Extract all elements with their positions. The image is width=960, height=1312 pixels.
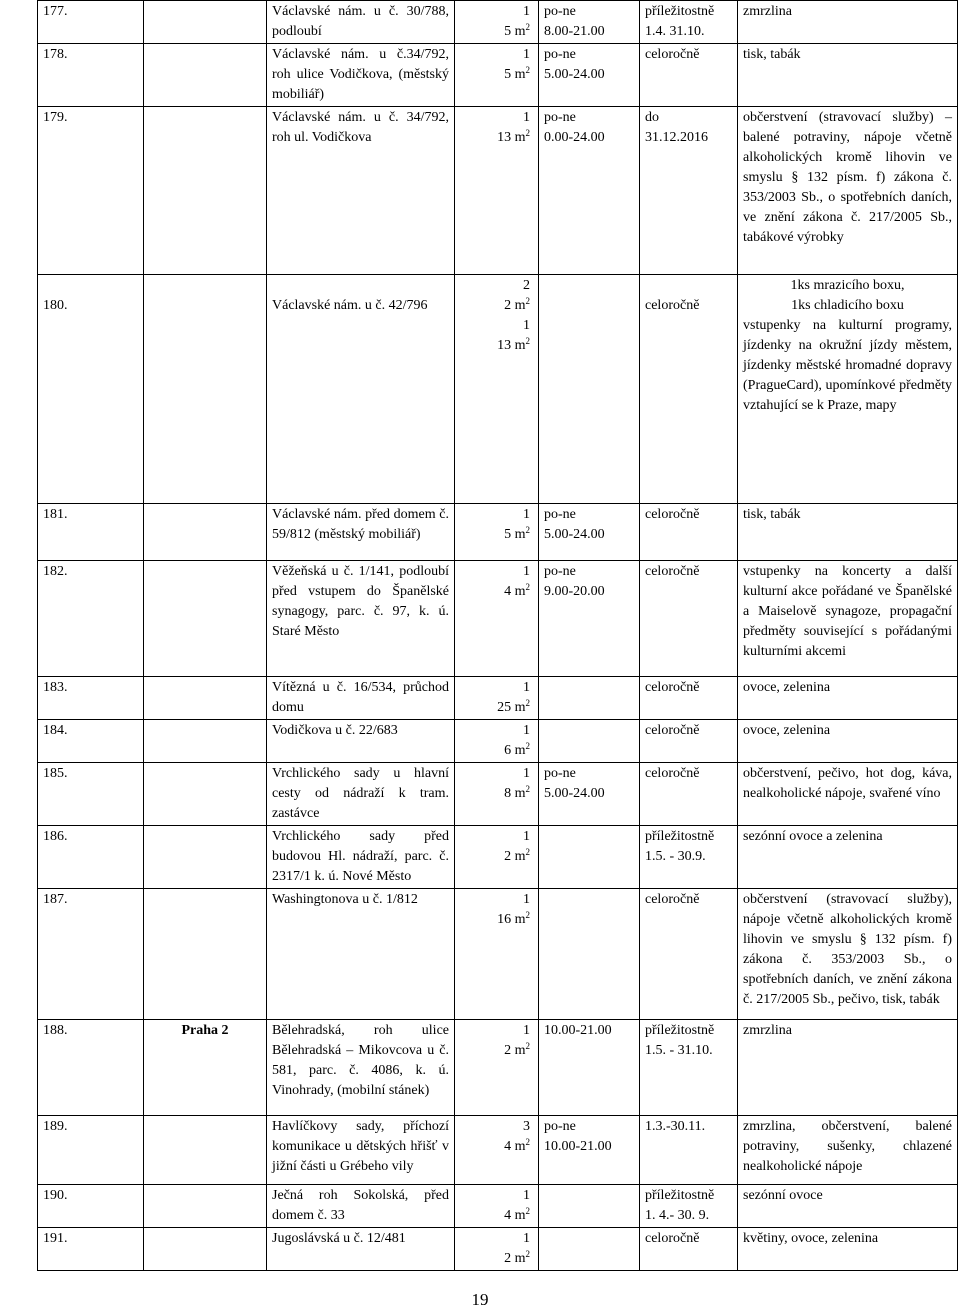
- period-cell: celoročně: [640, 889, 738, 1020]
- hours-cell: po-ne 5.00-24.00: [539, 504, 640, 561]
- district-cell: [144, 1, 267, 44]
- goods-cell: občerstvení (stravovací služby) – balené potraviny, nápoje včetně alkoholických kromě lihovin ve smyslu § 132 písm. f) zákona č. 353/2003 Sb., o spotřebních daních, ve znění zákona č. 217/2005 Sb., tabákové výrobky: [738, 107, 958, 275]
- area-cell: 1 13 $m^2$: [455, 107, 539, 275]
- district-cell: [144, 561, 267, 677]
- goods-cell: zmrzlina, občerstvení, balené potraviny, sušenky, chlazené nealkoholické nápoje: [738, 1116, 958, 1185]
- goods-cell: zmrzlina: [738, 1020, 958, 1116]
- area-cell: 1 2 $m^2$: [455, 1020, 539, 1116]
- period-cell: do 31.12.2016: [640, 107, 738, 275]
- hours-cell: po-ne 5.00-24.00: [539, 763, 640, 826]
- period-cell: celoročně: [640, 44, 738, 107]
- table-row: [38, 1, 958, 44]
- district-cell: [144, 826, 267, 889]
- area-cell: 1 5 $m^2$: [455, 1, 539, 44]
- table-row: [38, 275, 958, 504]
- row-number: 187.: [38, 889, 144, 1020]
- district-cell: [144, 1116, 267, 1185]
- row-number: 182.: [38, 561, 144, 677]
- location-cell: Havlíčkovy sady, příchozí komunikace u dětských hřišť v jižní části u Grébeho vily: [267, 1116, 455, 1185]
- hours-cell: po-ne 10.00-21.00: [539, 1116, 640, 1185]
- location-cell: Vítězná u č. 16/534, průchod domu: [267, 677, 455, 720]
- goods-cell: občerstvení, pečivo, hot dog, káva, nealkoholické nápoje, svařené víno: [738, 763, 958, 826]
- row-number: 181.: [38, 504, 144, 561]
- row-number: 183.: [38, 677, 144, 720]
- district-cell: [144, 1228, 267, 1271]
- stands-table: [37, 0, 958, 1271]
- row-number: 179.: [38, 107, 144, 275]
- area-cell: 1 4 $m^2$: [455, 1185, 539, 1228]
- goods-cell: sezónní ovoce: [738, 1185, 958, 1228]
- location-cell: Washingtonova u č. 1/812: [267, 889, 455, 1020]
- goods-cell: vstupenky na koncerty a další kulturní akce pořádané ve Španělské a Maiselově synagoze, propagační předměty související s pořádanými kulturními akcemi: [738, 561, 958, 677]
- area-cell: 2 2 $m^2$ 1 13 $m^2$: [455, 275, 539, 504]
- goods-cell: ovoce, zelenina: [738, 677, 958, 720]
- goods-cell: občerstvení (stravovací služby), nápoje včetně alkoholických kromě lihovin ve smyslu § 132 písm. f) zákona č. 353/2003 Sb., o spotřebních daních, ve znění zákona č. 217/2005 Sb., pečivo, tisk, tabák: [738, 889, 958, 1020]
- period-cell: příležitostně 1.4. 31.10.: [640, 1, 738, 44]
- hours-cell: [539, 677, 640, 720]
- area-cell: 1 16 $m^2$: [455, 889, 539, 1020]
- location-cell: Václavské nám. u č. 34/792, roh ul. Vodičkova: [267, 107, 455, 275]
- district-cell: [144, 44, 267, 107]
- table-row: [38, 826, 958, 889]
- area-cell: 1 5 $m^2$: [455, 504, 539, 561]
- district-cell: [144, 504, 267, 561]
- district-cell: [144, 1020, 267, 1116]
- table-row: [38, 763, 958, 826]
- district-label: Praha 2: [181, 1023, 229, 1038]
- district-cell: [144, 677, 267, 720]
- area-cell: 1 25 $m^2$: [455, 677, 539, 720]
- area-cell: 1 5 $m^2$: [455, 44, 539, 107]
- table-row: [38, 1116, 958, 1185]
- location-cell: Vrchlického sady u hlavní cesty od nádraží k tram. zastávce: [267, 763, 455, 826]
- district-cell: [144, 720, 267, 763]
- period-cell: 1.3.-30.11.: [640, 1116, 738, 1185]
- district-cell: [144, 763, 267, 826]
- row-number: 190.: [38, 1185, 144, 1228]
- period-cell: celoročně: [640, 561, 738, 677]
- area-cell: 1 2 $m^2$: [455, 1228, 539, 1271]
- goods-cell: ovoce, zelenina: [738, 720, 958, 763]
- row-number: 186.: [38, 826, 144, 889]
- table-row: [38, 1020, 958, 1116]
- district-cell: [144, 1185, 267, 1228]
- hours-cell: [539, 1185, 640, 1228]
- goods-cell: tisk, tabák: [738, 504, 958, 561]
- table-row: [38, 561, 958, 677]
- row-number: 189.: [38, 1116, 144, 1185]
- hours-cell: [539, 1228, 640, 1271]
- table-row: [38, 107, 958, 275]
- period-cell: celoročně: [640, 1228, 738, 1271]
- location-cell: Václavské nám. u č. 42/796: [267, 275, 455, 504]
- table-row: [38, 677, 958, 720]
- period-cell: celoročně: [640, 763, 738, 826]
- hours-cell: po-ne 5.00-24.00: [539, 44, 640, 107]
- goods-cell: zmrzlina: [738, 1, 958, 44]
- location-cell: Bělehradská, roh ulice Bělehradská – Mikovcova u č. 581, parc. č. 4086, k. ú. Vinohrady, (mobilní stánek): [267, 1020, 455, 1116]
- row-number: 177.: [38, 1, 144, 44]
- hours-cell: 10.00-21.00: [539, 1020, 640, 1116]
- district-cell: [144, 107, 267, 275]
- hours-cell: po-ne 8.00-21.00: [539, 1, 640, 44]
- table-row: [38, 44, 958, 107]
- district-cell: [144, 275, 267, 504]
- table-row: [38, 889, 958, 1020]
- period-cell: celoročně: [640, 275, 738, 504]
- location-cell: Ječná roh Sokolská, před domem č. 33: [267, 1185, 455, 1228]
- period-cell: celoročně: [640, 677, 738, 720]
- goods-cell: květiny, ovoce, zelenina: [738, 1228, 958, 1271]
- area-cell: 1 4 $m^2$: [455, 561, 539, 677]
- area-cell: 3 4 $m^2$: [455, 1116, 539, 1185]
- location-cell: Jugoslávská u č. 12/481: [267, 1228, 455, 1271]
- location-cell: Václavské nám. u č. 30/788, podloubí: [267, 1, 455, 44]
- period-cell: celoročně: [640, 720, 738, 763]
- row-number: 185.: [38, 763, 144, 826]
- page-number: 19: [471, 1290, 489, 1309]
- goods-cell: tisk, tabák: [738, 44, 958, 107]
- table-row: [38, 1185, 958, 1228]
- table-row: [38, 720, 958, 763]
- row-number: 180.: [38, 275, 144, 504]
- goods-cell: 1ks mrazicího boxu, 1ks chladicího boxu vstupenky na kulturní programy, jízdenky na okružní jízdy městem, jízdenky městské hromadné dopravy (PragueCard), upomínkové předměty vztahující se k Praze, mapy: [738, 275, 958, 504]
- hours-cell: [539, 720, 640, 763]
- location-cell: Václavské nám. před domem č. 59/812 (městský mobiliář): [267, 504, 455, 561]
- location-cell: Věžeňská u č. 1/141, podloubí před vstupem do Španělské synagogy, parc. č. 97, k. ú. Staré Město: [267, 561, 455, 677]
- hours-cell: po-ne 0.00-24.00: [539, 107, 640, 275]
- location-cell: Vrchlického sady před budovou Hl. nádraží, parc. č. 2317/1 k. ú. Nové Město: [267, 826, 455, 889]
- location-cell: Václavské nám. u č.34/792, roh ulice Vodičkova, (městský mobiliář): [267, 44, 455, 107]
- hours-cell: [539, 826, 640, 889]
- hours-cell: po-ne 9.00-20.00: [539, 561, 640, 677]
- row-number: 188.: [38, 1020, 144, 1116]
- area-cell: 1 2 $m^2$: [455, 826, 539, 889]
- table-row: [38, 1228, 958, 1271]
- period-cell: příležitostně 1.5. - 30.9.: [640, 826, 738, 889]
- period-cell: celoročně: [640, 504, 738, 561]
- hours-cell: [539, 889, 640, 1020]
- area-cell: 1 8 $m^2$: [455, 763, 539, 826]
- row-number: 178.: [38, 44, 144, 107]
- area-cell: 1 6 $m^2$: [455, 720, 539, 763]
- location-cell: Vodičkova u č. 22/683: [267, 720, 455, 763]
- period-cell: příležitostně 1.5. - 31.10.: [640, 1020, 738, 1116]
- table-row: [38, 504, 958, 561]
- district-cell: [144, 889, 267, 1020]
- row-number: 191.: [38, 1228, 144, 1271]
- period-cell: příležitostně 1. 4.- 30. 9.: [640, 1185, 738, 1228]
- goods-cell: sezónní ovoce a zelenina: [738, 826, 958, 889]
- row-number: 184.: [38, 720, 144, 763]
- hours-cell: [539, 275, 640, 504]
